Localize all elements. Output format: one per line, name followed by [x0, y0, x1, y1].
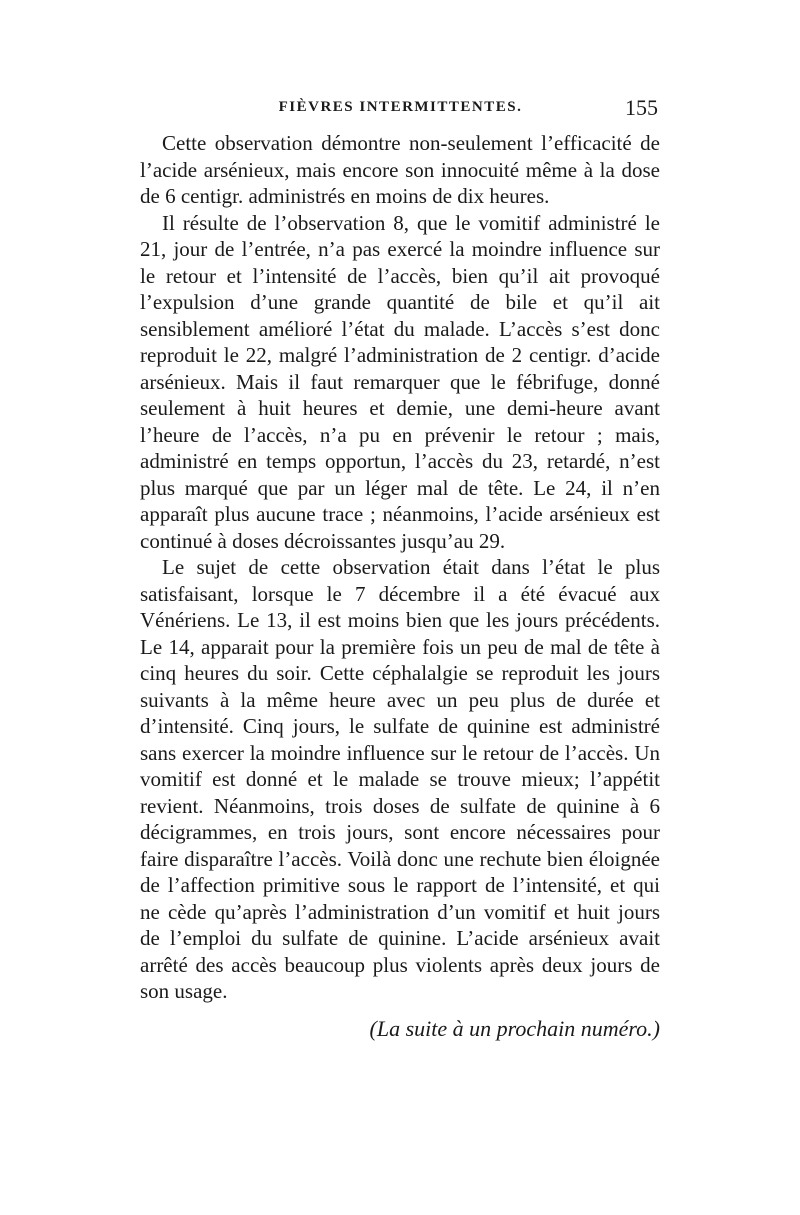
paragraph: Le sujet de cette observation était dans l’état le plus satisfaisant, lorsque le 7 décembre il a été évacué aux Vénériens. Le 13, il est moins bien que les jours précédents. Le 14, apparait pour la première fois un peu de mal de tête à cinq heures du soir. Cette céphalalgie se reproduit les jours suivants à la même heure avec un peu plus de durée et d’intensité. Cinq jours, le sulfate de quinine est administré sans exercer la moindre influence sur le retour de l’accès. Un vomitif est donné et le malade se trouve mieux; l’appétit revient. Néanmoins, trois doses de sulfate de quinine à 6 décigrammes, en trois jours, sont encore nécessaires pour faire disparaître l’accès. Voilà donc une rechute bien éloignée de l’affection primitive sous le rapport de l’intensité, et qui ne cède qu’après l’administration d’un vomitif et huit jours de l’emploi du sulfate de quinine. L’acide arsénieux avait arrêté des accès beaucoup plus violents après deux jours de son usage. — [140, 555, 660, 1003]
continued-note: (La suite à un prochain numéro.) — [369, 1016, 660, 1041]
page-header — [143, 95, 658, 125]
running-title: FIÈVRES INTERMITTENTES. — [278, 99, 523, 115]
paragraph: Il résulte de l’observation 8, que le vomitif administré le 21, jour de l’entrée, n’a pas exercé la moindre influence sur le retour et l’intensité de l’accès, bien qu’il ait provoqué l’expulsion d’une grande quantité de bile et qu’il ait sensiblement amélioré l’état du malade. L’accès s’est donc reproduit le 22, malgré l’administration de 2 centigr. d’acide arsénieux. Mais il faut remarquer que le fébrifuge, donné seulement à huit heures et demie, une demi-heure avant l’heure de l’accès, n’a pu en prévenir le retour ; mais, administré en temps opportun, l’accès du 23, retardé, n’est plus marqué que par un léger mal de tête. Le 24, il n’en apparaît plus aucune trace ; néanmoins, l’acide arsénieux est continué à doses décroissantes jusqu’au 29. — [140, 210, 660, 553]
page-number: 155 — [625, 95, 658, 120]
body-text — [140, 130, 660, 1005]
paragraph: Cette observation démontre non-seulement l’efficacité de l’acide arsénieux, mais encore son innocuité même à la dose de 6 centigr. administrés en moins de dix heures. — [140, 131, 660, 208]
